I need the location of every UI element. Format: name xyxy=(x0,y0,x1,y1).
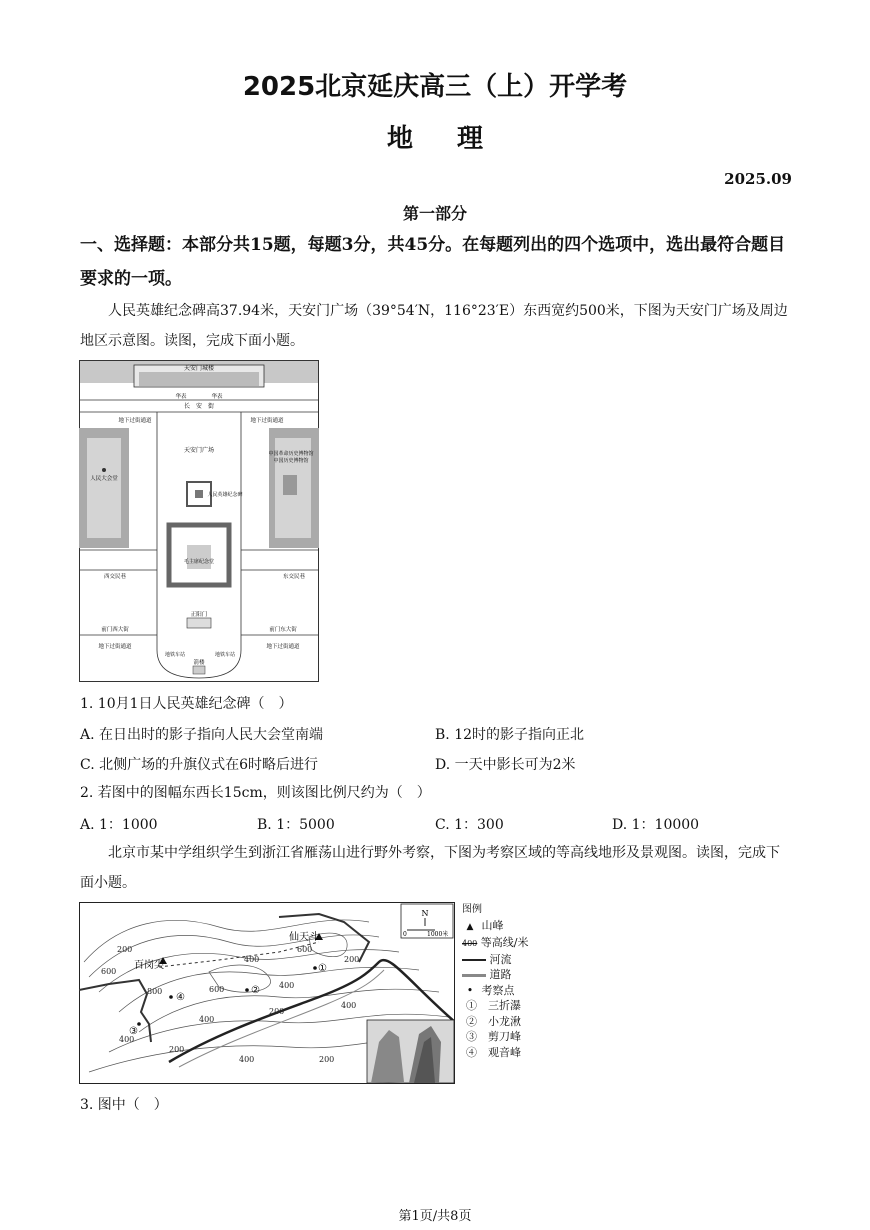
label-changan: 长 安 街 xyxy=(183,403,215,410)
q1-option-a[interactable]: A. 在日出时的影子指向人民大会堂南端 xyxy=(80,727,324,743)
part-title: 第一部分 xyxy=(402,204,467,223)
label-xijiao: 西交民巷 xyxy=(103,574,127,580)
legend-river-row xyxy=(462,952,562,968)
q1-option-b[interactable]: B. 12时的影子指向正北 xyxy=(435,727,585,743)
question-3-stem: 3. 图中（ ） xyxy=(80,1097,168,1113)
site-2-mark: ② xyxy=(251,985,260,996)
contour-label: 400 xyxy=(239,1055,255,1064)
label-huabiao-left: 华表 xyxy=(175,394,187,400)
label-metro-left: 地铁车站 xyxy=(164,652,186,658)
scale-zero: 0 xyxy=(403,931,407,938)
legend-peak-row xyxy=(462,918,562,936)
q1-option-d[interactable]: D. 一天中影长可为2米 xyxy=(435,757,576,773)
peak-icon: ▲ xyxy=(466,921,474,932)
scale-value: 1000米 xyxy=(427,931,449,938)
legend-road: 道路 xyxy=(489,968,512,981)
contour-label: 600 xyxy=(297,945,313,954)
north-label: N xyxy=(421,909,429,918)
legend-site: 考察点 xyxy=(481,983,515,997)
legend-item: ② 小龙湫 xyxy=(466,1014,521,1028)
legend-contour-row xyxy=(462,935,562,952)
label-qianmen-east: 前门东大街 xyxy=(269,627,297,633)
label-underpass-ne: 地下过街通道 xyxy=(250,418,284,424)
label-museum-1: 中国革命历史博物馆 xyxy=(268,451,314,457)
label-great-hall: 人民大会堂 xyxy=(90,476,118,482)
legend-contour-sample: 400 xyxy=(462,939,478,948)
legend-item: ④ 观音峰 xyxy=(466,1045,521,1059)
contour-label: 400 xyxy=(119,1035,135,1044)
q2-option-b[interactable]: B. 1：5000 xyxy=(257,817,335,833)
contour-map xyxy=(79,902,455,1084)
site-3-mark: ③ xyxy=(129,1026,138,1037)
subject-title: 地理 xyxy=(386,124,527,154)
page-footer: 第1页/共8页 xyxy=(398,1209,472,1224)
passage-2: 北京市某中学组织学生到浙江省雁荡山进行野外考察，下图为考察区域的等高线地形及景观图。读图，完成下面小题。 xyxy=(80,845,780,891)
site-icon: • xyxy=(466,983,474,997)
label-underpass-nw: 地下过街通道 xyxy=(118,418,152,424)
label-gate-tower: 天安门城楼 xyxy=(183,365,215,372)
exam-title: 2025北京延庆高三（上）开学考 xyxy=(242,72,628,102)
peak-xiantiandou: 仙天斗 xyxy=(289,932,319,943)
contour-label: 400 xyxy=(341,1001,357,1010)
legend-item: ① 三折瀑 xyxy=(466,999,521,1012)
legend-title: 图例 xyxy=(462,904,482,915)
contour-label: 200 xyxy=(319,1055,335,1064)
question-2-stem: 2. 若图中的图幅东西长15cm，则该图比例尺约为（ ） xyxy=(80,785,431,801)
legend-item: ③ 剪刀峰 xyxy=(466,1030,521,1043)
map-legend xyxy=(462,902,562,1060)
label-mausoleum: 毛主席纪念堂 xyxy=(183,559,215,565)
label-museum-2: 中国历史博物馆 xyxy=(273,458,309,464)
legend-road-row xyxy=(462,967,562,983)
label-underpass-sw: 地下过街通道 xyxy=(98,644,132,650)
legend-site-row xyxy=(462,983,562,999)
site-1-mark: ① xyxy=(318,963,327,974)
contour-label: 400 xyxy=(279,981,295,990)
legend-contour: 等高线/米 xyxy=(480,936,529,949)
q1-option-c[interactable]: C. 北侧广场的升旗仪式在6时略后进行 xyxy=(80,757,319,773)
contour-label: 400 xyxy=(244,955,260,964)
contour-label: 600 xyxy=(101,967,117,976)
label-monument: 人民英雄纪念碑 xyxy=(207,492,243,498)
label-square: 天安门广场 xyxy=(183,447,215,454)
river-icon xyxy=(462,959,486,961)
question-1-stem: 1. 10月1日人民英雄纪念碑（ ） xyxy=(80,696,293,712)
q2-option-c[interactable]: C. 1：300 xyxy=(435,817,504,833)
contour-label: 400 xyxy=(199,1015,215,1024)
section-heading: 一、选择题：本部分共15题，每题3分，共45分。在每题列出的四个选项中，选出最符合题目要求的一项。 xyxy=(80,235,786,289)
label-underpass-se: 地下过街通道 xyxy=(266,644,300,650)
label-jianlou: 箭楼 xyxy=(193,660,205,666)
legend-river: 河流 xyxy=(489,952,512,966)
contour-label: 200 xyxy=(344,955,360,964)
contour-label: 200 xyxy=(269,1007,285,1016)
exam-date: 2025.09 xyxy=(724,170,792,188)
label-qianmen-west: 前门西大街 xyxy=(101,627,129,633)
site-4-mark: ④ xyxy=(176,992,185,1003)
peak-baigangjian: 百岗尖 xyxy=(134,960,164,971)
label-zhengyangmen: 正阳门 xyxy=(190,612,208,618)
road-icon xyxy=(462,974,486,977)
q2-option-d[interactable]: D. 1：10000 xyxy=(612,817,700,833)
label-metro-right: 地铁车站 xyxy=(214,652,236,658)
contour-label: 800 xyxy=(147,987,163,996)
passage-1: 人民英雄纪念碑高37.94米，天安门广场（39°54′N，116°23′E）东西宽约500米，下图为天安门广场及周边地区示意图。读图，完成下面小题。 xyxy=(80,303,788,349)
tiananmen-map xyxy=(79,360,319,682)
legend-peak: 山峰 xyxy=(481,918,504,932)
label-huabiao-right: 华表 xyxy=(211,394,223,400)
contour-label: 600 xyxy=(209,985,225,994)
contour-label: 200 xyxy=(117,945,133,954)
label-dongjiao: 东交民巷 xyxy=(282,574,306,580)
contour-label: 200 xyxy=(169,1045,185,1054)
q2-option-a[interactable]: A. 1：1000 xyxy=(80,817,158,833)
